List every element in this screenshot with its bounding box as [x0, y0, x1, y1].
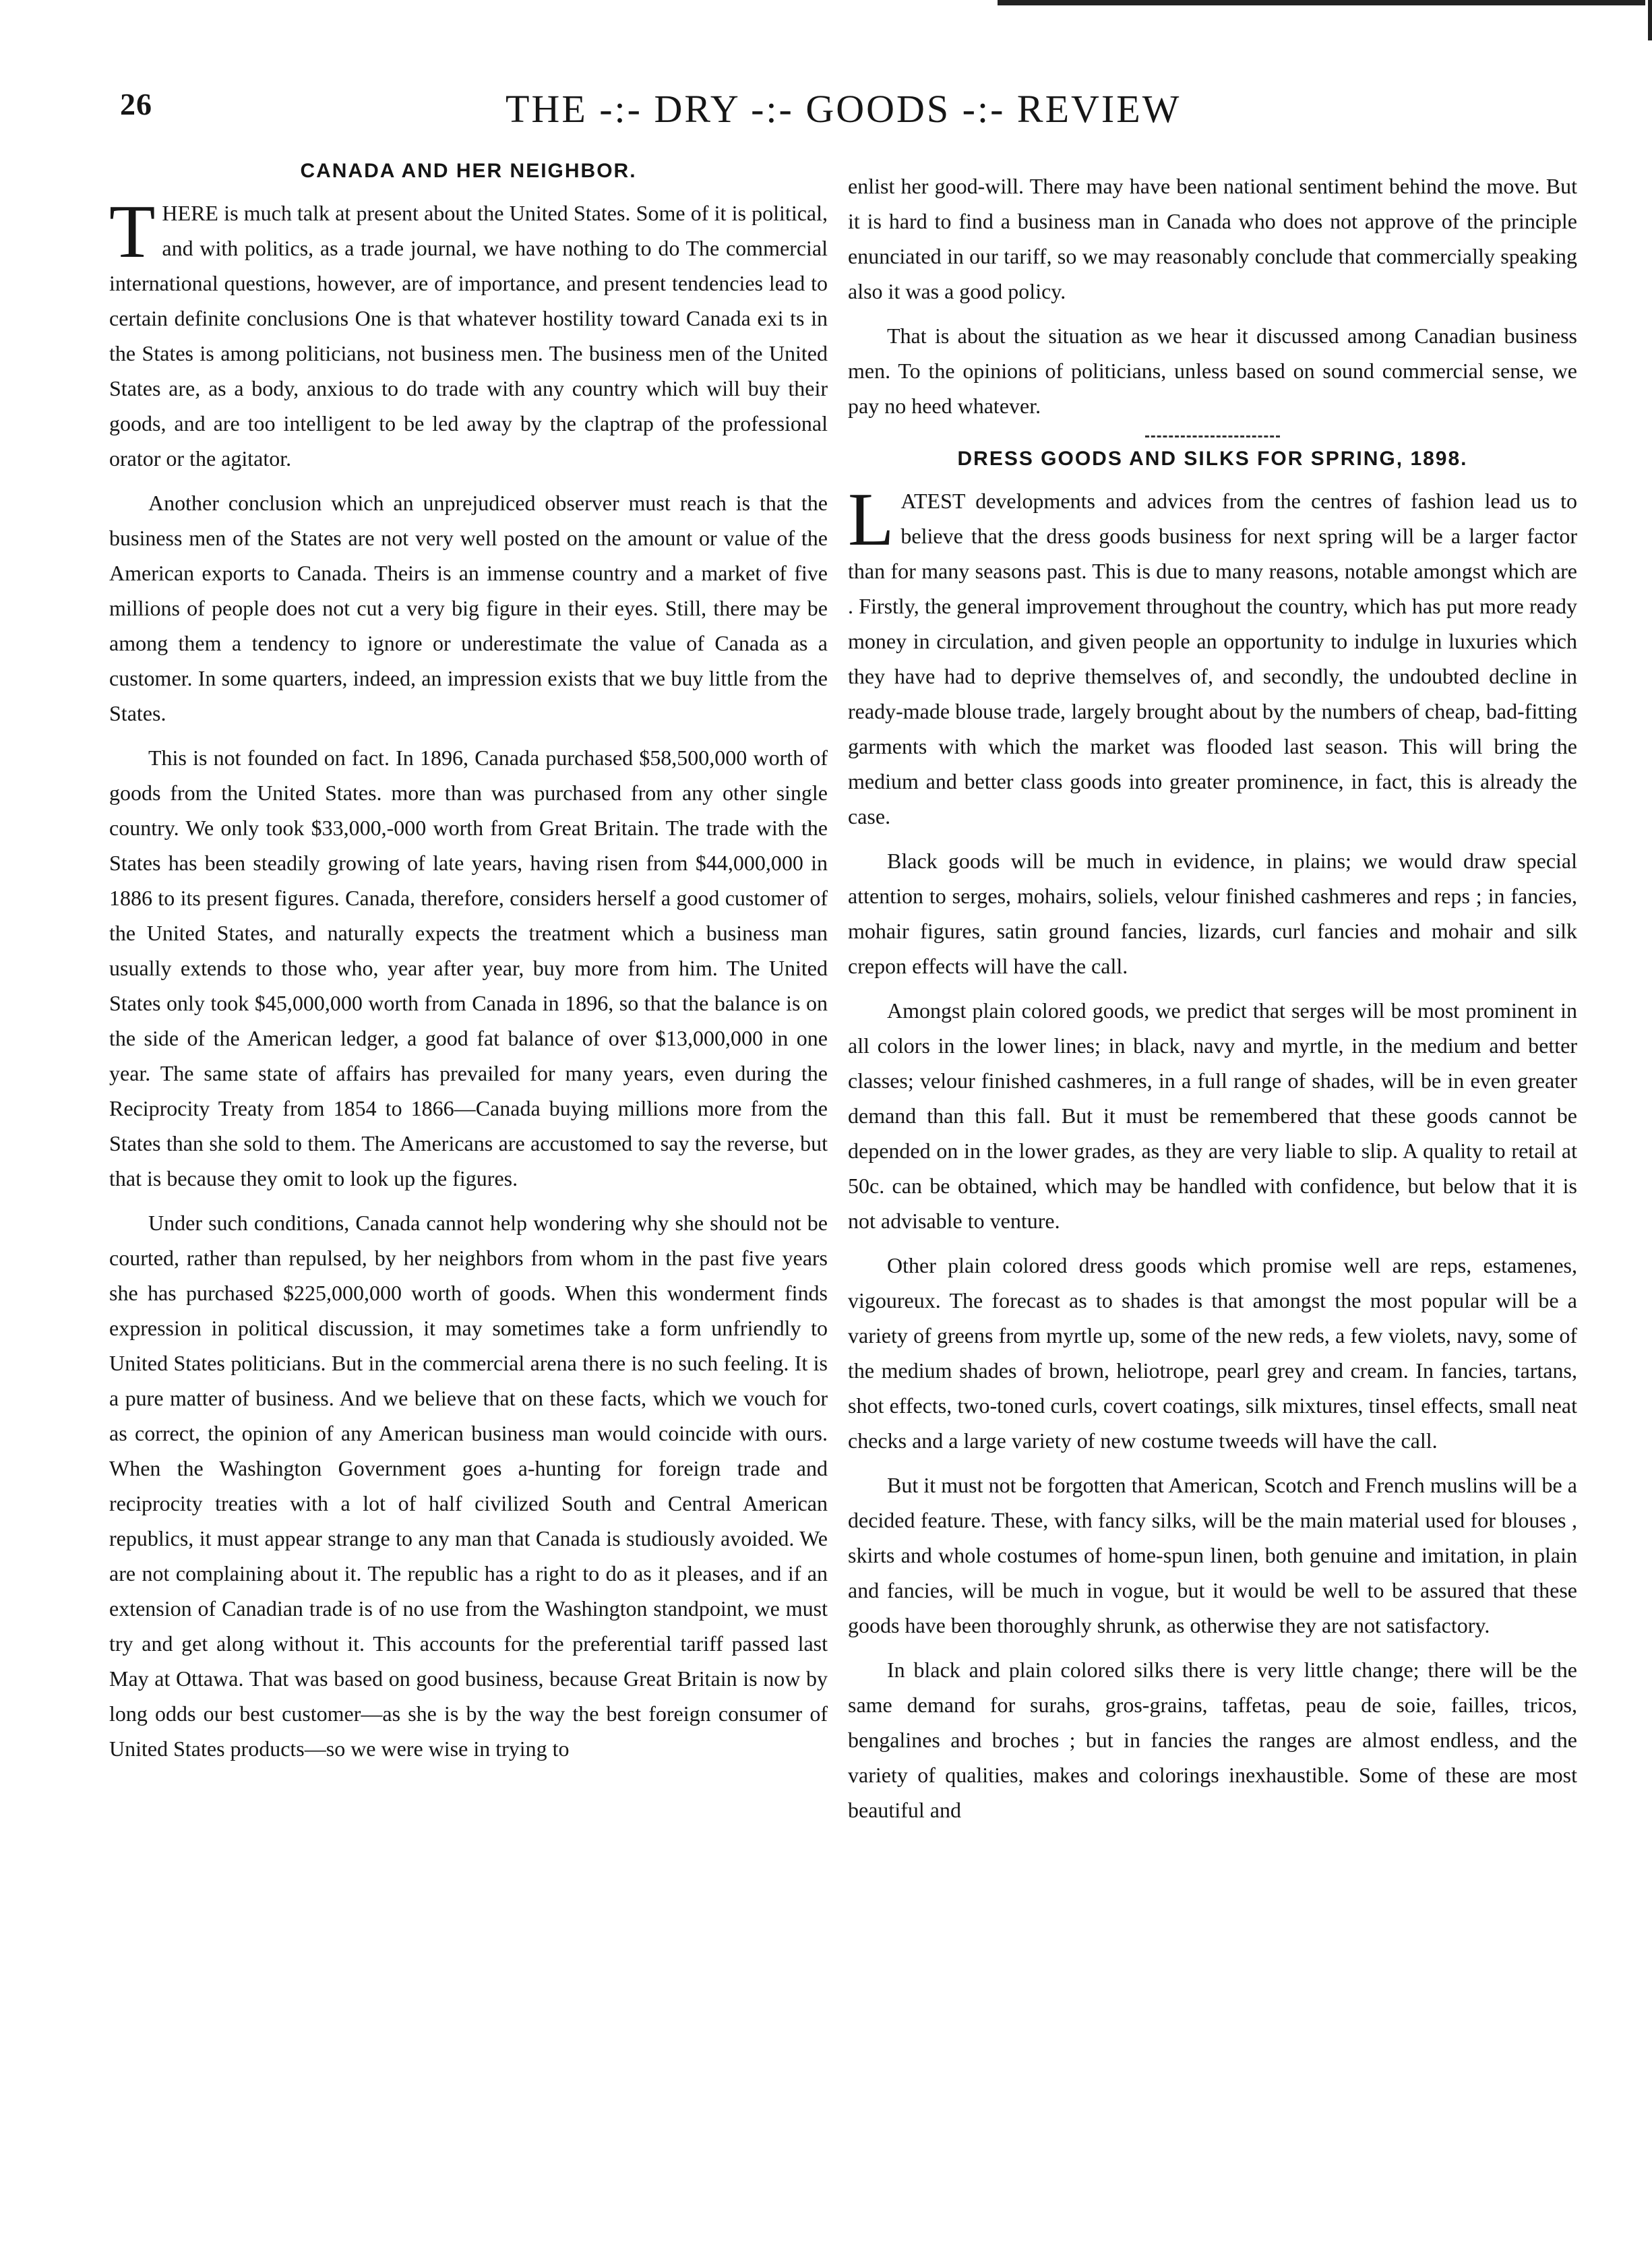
running-head: THE -:- DRY -:- GOODS -:- REVIEW	[506, 87, 1182, 131]
article-paragraph: Another conclusion which an unprejudiced observer must reach is that the business men of the States are not very well posted on the amount or value of the American exports to Canada. Theirs is an immense country and a market of five millions of people does not cut a very big figure in their eyes. Still, there may be among them a tendency to ignore or underestimate the value of Canada as a customer. In some quarters, indeed, an impression exists that we buy little from the States.	[109, 491, 828, 725]
page-number: 26	[120, 87, 152, 121]
left-column	[109, 156, 828, 1776]
drop-cap: L	[848, 478, 894, 562]
article-paragraph: Black goods will be much in evidence, in plains; we would draw special attention to serges, mohairs, soliels, velour finished cashmeres and reps ; in fancies, mohair figures, satin ground fancies, lizards, curl fancies and mohair and silk crepon effects will have the call.	[848, 849, 1577, 978]
drop-cap: T	[109, 190, 156, 274]
scan-top-edge	[0, 0, 1652, 8]
right-column	[848, 169, 1577, 1837]
article-headline-dress-goods: DRESS GOODS AND SILKS FOR SPRING, 1898.	[957, 448, 1468, 470]
article-paragraph: Other plain colored dress goods which promise well are reps, estamenes, vigoureux. The forecast as to shades is that amongst the most popular will be a variety of greens from myrtle up, some of the new reds, a few violets, navy, some of the medium shades of brown, heliotrope, pearl grey and cream. In fancies, tartans, shot effects, two-toned curls, covert coatings, silk mixtures, tinsel effects, small neat checks and a large variety of new costume tweeds will have the call.	[848, 1253, 1577, 1453]
article-paragraph	[109, 190, 828, 476]
article-paragraph: Amongst plain colored goods, we predict that serges will be most prominent in all colors in the lower lines; in black, navy and myrtle, in the medium and better classes; velour finished cashmeres, in a full range of shades, will be in even greater demand than this fall. But it must be remembered that these goods cannot be depended on in the lower grades, as they are very liable to slip. A quality to retail at 50c. can be obtained, which may be handled with confidence, but below that it is not advisable to venture.	[848, 998, 1577, 1233]
continued-paragraph: That is about the situation as we hear it discussed among Canadian business men. To the opinions of politicians, unless based on sound commercial sense, we pay no heed whatever.	[848, 324, 1577, 418]
article-paragraph: But it must not be forgotten that American, Scotch and French muslins will be a decided feature. These, with fancy silks, will be the main material used for blouses , skirts and whole costumes of home-spun linen, both genuine and imitation, in plain and fancies, will be much in vogue, but it would be well to be assured that these goods have been thoroughly shrunk, as otherwise they are not satisfactory.	[848, 1473, 1577, 1637]
article-paragraph: Under such conditions, Canada cannot help wondering why she should not be courted, rather than repulsed, by her neighbors from whom in the past five years she has purchased $225,000,000 worth of goods. When this wonderment finds expression in political discussion, it may sometimes take a form unfriendly to United States politicians. But in the commercial arena there is no such feeling. It is a pure matter of business. And we believe that on these facts, which we vouch for as correct, the opinion of any American business man would coincide with ours. When the Washington Government goes a-hunting for foreign trade and reciprocity treaties with a lot of half civilized South and Central American republics, it must appear strange to any man that Canada is studiously avoided. We are not complaining about it. The republic has a right to do as it pleases, and if an extension of Canadian trade is of no use from the Washington standpoint, we must try and get along without it. This accounts for the preferential tariff passed last May at Ottawa. That was based on good business, because Great Britain is now by long odds our best customer—as she is by the way the best foreign consumer of United States products—so we were wise in trying to	[109, 1211, 828, 1761]
article-paragraph: This is not founded on fact. In 1896, Canada purchased $58,500,000 worth of goods from the United States. more than was purchased from any other single country. We only took $33,000,-000 worth from Great Britain. The trade with the States has been steadily growing of late years, having risen from $44,000,000 in 1886 to its present figures. Canada, therefore, considers herself a good customer of the United States, and naturally expects the treatment which a business man usually extends to those who, year after year, buy more from him. The United States only took $45,000,000 worth from Canada in 1896, so that the balance is on the side of the American ledger, a good fat balance of over $13,000,000 in one year. The same state of affairs has prevailed for many years, even during the Reciprocity Treaty from 1854 to 1866—Canada buying millions more from the States than she sold to them. The Americans are accustomed to say the reverse, but that is because they omit to look up the figures.	[109, 746, 828, 1190]
section-divider	[1145, 435, 1280, 437]
paragraph-text: HERE is much talk at present about the United States. Some of it is political, and with politics, as a trade journal, we have nothing to do The commercial international questions, however, are of importance, and present tendencies lead to certain definite conclusions One is that whatever hostility toward Canada exi ts in the States is among politicians, not business men. The business men of the United States are, as a body, anxious to do trade with any country which will buy their goods, and are too intelligent to be led away by the claptrap of the professional orator or the agitator.	[109, 201, 828, 471]
continued-paragraph: enlist her good-will. There may have been national sentiment behind the move. But it is hard to find a business man in Canada who does not approve of the principle enunciated in our tariff, so we may reasonably conclude that commercially speaking also it was a good policy.	[848, 174, 1577, 303]
article-paragraph	[848, 478, 1577, 834]
article-headline-canada: CANADA AND HER NEIGHBOR.	[300, 160, 637, 182]
article-paragraph: In black and plain colored silks there is very little change; there will be the same demand for surahs, gros-grains, taffetas, peau de soie, failles, tricos, bengalines and broches ; but in fancies the ranges are almost endless, and the variety of qualities, makes and colorings inexhaustible. Some of these are most beautiful and	[848, 1658, 1577, 1822]
scan-right-edge	[1645, 0, 1652, 2267]
paragraph-text: ATEST developments and advices from the centres of fashion lead us to believe that the dress goods business for next spring will be a larger factor than for many seasons past. This is due to many reasons, notable amongst which are . Firstly, the general improvement throughout the country, which has put more ready money in circulation, and given people an opportunity to indulge in luxuries which they have had to deprive themselves of, and secondly, the undoubted decline in ready-made blouse trade, largely brought about by the numbers of cheap, bad-fitting garments with which the market was flooded last season. This will bring the medium and better class goods into greater prominence, in fact, this is already the case.	[848, 489, 1577, 828]
